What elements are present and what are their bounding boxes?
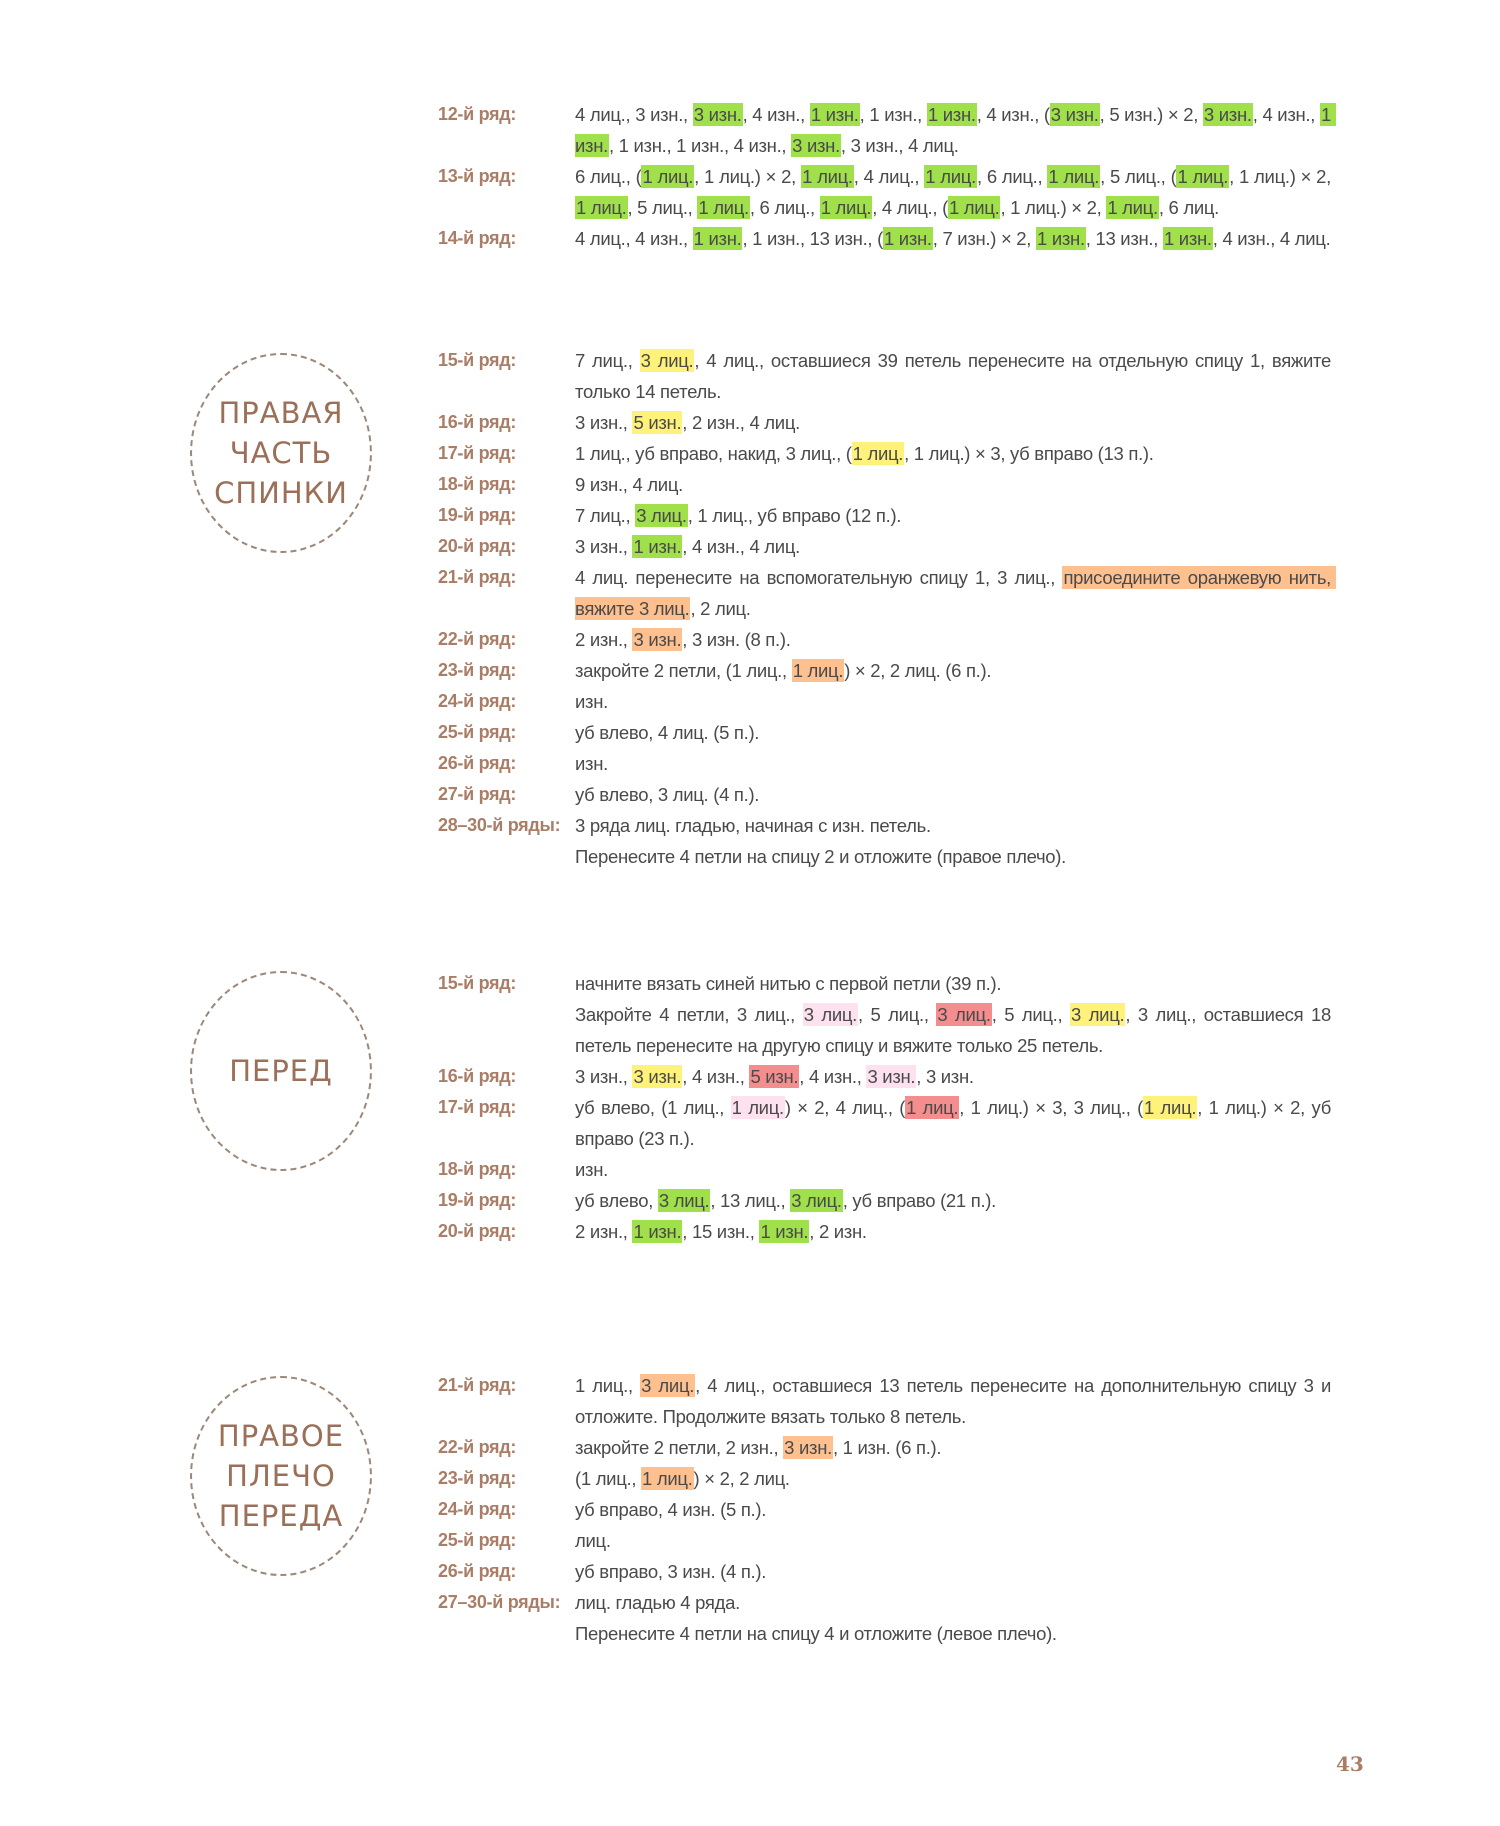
row-instruction [575,1556,1331,1587]
instruction-row [438,1618,1338,1649]
row-label: 25-й ряд: [438,722,517,742]
highlighted-stitch-yellow: 1 лиц. [852,443,904,464]
instruction-text: Перенесите 4 петли на спицу 2 и отложите (правое плечо). [575,846,1066,867]
instruction-text: изн. [575,691,608,712]
row-label: 26-й ряд: [438,1561,517,1581]
instruction-text: ) × 2, 2 лиц. (6 п.). [844,660,992,681]
row-instruction [575,345,1336,407]
instruction-row [438,1061,1338,1092]
instruction-row [438,531,1338,562]
circle-right-back [190,353,372,553]
row-label: 24-й ряд: [438,1499,517,1519]
circle-front [190,971,372,1171]
row-instruction [575,841,1331,872]
highlighted-stitch-orange: 3 изн. [784,1437,832,1458]
highlighted-stitch-green: 3 изн. [792,135,840,156]
row-instruction [575,1494,1331,1525]
row-label: 23-й ряд: [438,1468,517,1488]
instruction-row [438,1525,1338,1556]
instruction-text: 1 лиц., уб вправо, накид, 3 лиц., ( [575,443,852,464]
instruction-row [438,717,1338,748]
row-instruction [575,1618,1331,1649]
instruction-row [438,469,1338,500]
instruction-row [438,999,1338,1061]
row-label: 24-й ряд: [438,691,517,711]
instruction-text: 2 изн., [575,1221,633,1242]
highlighted-stitch-green: 1 изн. [883,228,932,249]
row-label: 15-й ряд: [438,973,517,993]
row-label: 19-й ряд: [438,505,517,525]
instruction-text: , 3 изн. (8 п.). [682,629,791,650]
row-instruction [575,1061,1331,1092]
row-instruction [575,469,1331,500]
instruction-text: 4 лиц., 4 изн., [575,228,693,249]
row-label: 15-й ряд: [438,350,517,370]
row-label: 20-й ряд: [438,1221,517,1241]
instruction-text: , 3 изн., 4 лиц. [840,135,959,156]
instruction-text: начните вязать синей нитью с первой петли (39 п.). [575,973,1002,994]
highlighted-stitch-green: 1 лиц. [948,197,1000,218]
row-label: 12-й ряд: [438,104,517,124]
instruction-text: , 4 изн., [1252,104,1320,125]
instruction-text: , 13 изн., [1085,228,1163,249]
row-label: 20-й ряд: [438,536,517,556]
highlighted-stitch-pink: 3 изн. [867,1066,916,1087]
highlighted-stitch-green: 1 изн. [1163,228,1212,249]
instruction-text: , 1 лиц., уб вправо (12 п.). [687,505,902,526]
instruction-text: , 1 лиц.) × 3, уб вправо (13 п.). [904,443,1154,464]
instruction-text: , 2 изн. [809,1221,867,1242]
highlighted-stitch-pink: 3 лиц. [803,1004,858,1025]
row-label: 19-й ряд: [438,1190,517,1210]
instruction-row [438,99,1338,161]
instruction-text: , 1 изн. (6 п.). [832,1437,942,1458]
row-instruction [575,161,1336,223]
row-label: 17-й ряд: [438,443,517,463]
instruction-text: Перенесите 4 петли на спицу 4 и отложите (левое плечо). [575,1623,1057,1644]
instruction-row [438,1432,1338,1463]
instruction-text: 6 лиц., ( [575,166,642,187]
instruction-text: , 4 изн., ( [976,104,1050,125]
row-instruction [575,968,1331,999]
highlighted-stitch-orange: 3 лиц. [641,1375,695,1396]
instruction-text: , 5 лиц., [991,1004,1071,1025]
row-label: 13-й ряд: [438,166,517,186]
instruction-text: 7 лиц., [575,505,636,526]
instruction-row [438,1092,1338,1154]
row-instruction [575,1432,1331,1463]
instruction-text: 9 изн., 4 лиц. [575,474,683,495]
row-instruction [575,438,1331,469]
instruction-text: 3 ряда лиц. гладью, начиная с изн. петель. [575,815,931,836]
highlighted-stitch-green: 3 лиц. [791,1190,842,1211]
highlighted-stitch-red: 5 изн. [750,1066,799,1087]
instruction-text: 7 лиц., [575,350,640,371]
instruction-text: , 1 изн., 13 изн., ( [742,228,883,249]
highlighted-stitch-green: 1 изн. [575,104,1336,156]
row-label: 26-й ряд: [438,753,517,773]
highlighted-stitch-red: 1 лиц. [906,1097,959,1118]
highlighted-stitch-green: 1 лиц. [925,166,976,187]
highlighted-stitch-orange: 1 лиц. [792,660,844,681]
instruction-row [438,407,1338,438]
highlighted-stitch-yellow: 3 изн. [633,1066,682,1087]
highlighted-stitch-orange: 3 изн. [633,629,682,650]
instruction-text: , 1 лиц.) × 2, [1229,166,1336,187]
row-label: 23-й ряд: [438,660,517,680]
row-instruction [575,779,1331,810]
row-label: 21-й ряд: [438,1375,517,1395]
instruction-text: , 1 изн., [859,104,927,125]
instruction-text: уб вправо, 4 изн. (5 п.). [575,1499,767,1520]
highlighted-stitch-green: 1 лиц. [1048,166,1100,187]
instruction-text: , 4 изн., 4 лиц. [1212,228,1331,249]
instruction-text: , 5 изн.) × 2, [1099,104,1203,125]
row-instruction [575,1154,1331,1185]
highlighted-stitch-green: 1 лиц. [1107,197,1158,218]
instruction-text: уб влево, 3 лиц. (4 п.). [575,784,760,805]
instruction-text: , 7 изн.) × 2, [932,228,1036,249]
row-instruction [575,407,1331,438]
instruction-text: , 1 лиц.) × 2, [694,166,802,187]
section-title-right-shoulder-front: ПРАВОЕ ПЛЕЧО ПЕРЕДА [217,1419,345,1533]
rows-section-top [438,99,1338,254]
instruction-text: закройте 2 петли, (1 лиц., [575,660,792,681]
row-instruction [575,500,1331,531]
instruction-text: лиц. гладью 4 ряда. [575,1592,740,1613]
row-instruction [575,1463,1331,1494]
instruction-text: 4 лиц. перенесите на вспомогательную спицу 1, 3 лиц., [575,567,1063,588]
instruction-row [438,655,1338,686]
highlighted-stitch-green: 3 изн. [1050,104,1099,125]
rows-section-right-back [438,345,1338,872]
instruction-text: , 13 лиц., [710,1190,791,1211]
highlighted-stitch-orange: присоедините оранжевую нить, вяжите 3 лиц. [575,567,1336,619]
row-label: 18-й ряд: [438,474,517,494]
instruction-text: уб влево, (1 лиц., [575,1097,731,1118]
instruction-text: , 4 лиц., ( [872,197,948,218]
instruction-row [438,1587,1338,1618]
instruction-row [438,500,1338,531]
instruction-row [438,748,1338,779]
row-label: 27-й ряд: [438,784,517,804]
highlighted-stitch-green: 1 изн. [1036,228,1085,249]
instruction-text: (1 лиц., [575,1468,642,1489]
highlighted-stitch-green: 1 лиц. [698,197,749,218]
row-instruction [575,1370,1336,1432]
instruction-text: , 4 изн., [682,1066,750,1087]
instruction-row [438,686,1338,717]
instruction-text: уб вправо, 3 изн. (4 п.). [575,1561,767,1582]
highlighted-stitch-yellow: 1 лиц. [1144,1097,1197,1118]
row-instruction [575,624,1331,655]
instruction-row [438,810,1338,841]
row-label: 21-й ряд: [438,567,517,587]
rows-section-right-shoulder-front [438,1370,1338,1649]
row-label: 14-й ряд: [438,228,517,248]
row-instruction [575,1185,1331,1216]
instruction-row [438,1494,1338,1525]
instruction-text: , 3 лиц., оставшиеся 18 петель перенесите на другую спицу и вяжите только 25 петель. [575,1004,1336,1056]
instruction-text: , 1 изн., 1 изн., 4 изн., [608,135,792,156]
instruction-row [438,1463,1338,1494]
highlighted-stitch-green: 3 лиц. [658,1190,710,1211]
instruction-text: уб влево, 4 лиц. (5 п.). [575,722,760,743]
row-label: 28–30-й ряды: [438,815,561,835]
instruction-text: , 15 изн., [682,1221,760,1242]
highlighted-stitch-green: 3 лиц. [636,505,687,526]
highlighted-stitch-green: 3 изн. [693,104,742,125]
instruction-text: , 5 лиц., ( [1100,166,1177,187]
instruction-row [438,841,1338,872]
instruction-text: 3 изн., [575,1066,633,1087]
row-instruction [575,1587,1331,1618]
row-instruction [575,562,1336,624]
instruction-row [438,1154,1338,1185]
instruction-text: , 2 лиц. [690,598,751,619]
instruction-text: , 4 лиц., [853,166,925,187]
instruction-row [438,1556,1338,1587]
instruction-row [438,968,1338,999]
row-label: 25-й ряд: [438,1530,517,1550]
row-instruction [575,686,1331,717]
instruction-text: 3 изн., [575,412,633,433]
highlighted-stitch-green: 1 лиц. [1177,166,1229,187]
instruction-text: , 4 изн., 4 лиц. [682,536,800,557]
highlighted-stitch-red: 3 лиц. [937,1004,991,1025]
highlighted-stitch-green: 1 лиц. [802,166,853,187]
instruction-row [438,624,1338,655]
instruction-text: изн. [575,753,608,774]
highlighted-stitch-green: 1 изн. [760,1221,809,1242]
highlighted-stitch-green: 1 изн. [810,104,859,125]
row-instruction [575,999,1336,1061]
row-label: 22-й ряд: [438,629,517,649]
highlighted-stitch-yellow: 5 изн. [633,412,682,433]
instruction-text: изн. [575,1159,608,1180]
instruction-text: уб влево, [575,1190,658,1211]
row-label: 22-й ряд: [438,1437,517,1457]
highlighted-stitch-green: 3 изн. [1203,104,1252,125]
highlighted-stitch-yellow: 3 лиц. [640,350,694,371]
highlighted-stitch-green: 1 изн. [693,228,742,249]
instruction-text: 1 лиц., [575,1375,641,1396]
row-instruction [575,655,1331,686]
instruction-text: , 6 лиц., [749,197,820,218]
row-instruction [575,1092,1336,1154]
highlighted-stitch-yellow: 3 лиц. [1071,1004,1125,1025]
page-number: 43 [1336,1752,1364,1776]
rows-section-front [438,968,1338,1247]
row-label: 16-й ряд: [438,1066,517,1086]
instruction-row [438,438,1338,469]
instruction-text: , 4 лиц., оставшиеся 13 петель перенесите на дополнительную спицу 3 и отложите. Продолжите вязать только 8 петель. [575,1375,1336,1427]
highlighted-stitch-green: 1 изн. [633,1221,682,1242]
circle-right-shoulder-front [190,1376,372,1576]
highlighted-stitch-green: 1 лиц. [642,166,694,187]
instruction-text: ) × 2, 4 лиц., ( [784,1097,906,1118]
instruction-text: Закройте 4 петли, 3 лиц., [575,1004,803,1025]
instruction-text: , 6 лиц. [1158,197,1220,218]
instruction-text: , 6 лиц., [976,166,1048,187]
row-label: 27–30-й ряды: [438,1592,561,1612]
instruction-row [438,345,1338,407]
instruction-text: , 1 лиц.) × 2, [1000,197,1107,218]
instruction-row [438,1185,1338,1216]
row-instruction [575,1525,1331,1556]
instruction-text: , 5 лиц., [858,1004,937,1025]
row-instruction [575,748,1331,779]
instruction-text: , 4 изн., [799,1066,867,1087]
instruction-text: , уб вправо (21 п.). [842,1190,997,1211]
instruction-row [438,1370,1338,1432]
instruction-row [438,161,1338,223]
row-instruction [575,1216,1331,1247]
instruction-text: 2 изн., [575,629,633,650]
instruction-text: , 3 изн. [916,1066,974,1087]
highlighted-stitch-pink: 1 лиц. [731,1097,784,1118]
highlighted-stitch-green: 1 лиц. [576,197,627,218]
instruction-text: лиц. [575,1530,611,1551]
instruction-text: , 2 изн., 4 лиц. [682,412,800,433]
instruction-text: , 5 лиц., [627,197,698,218]
row-instruction [575,223,1331,254]
instruction-text: закройте 2 петли, 2 изн., [575,1437,784,1458]
row-instruction [575,810,1331,841]
highlighted-stitch-orange: 1 лиц. [642,1468,693,1489]
instruction-row [438,562,1338,624]
instruction-text: , 4 лиц., оставшиеся 39 петель перенесите на отдельную спицу 1, вяжите только 14 петель. [575,350,1336,402]
instruction-row [438,779,1338,810]
instruction-text: ) × 2, 2 лиц. [693,1468,790,1489]
instruction-text: , 4 изн., [742,104,810,125]
row-instruction [575,717,1331,748]
row-label: 18-й ряд: [438,1159,517,1179]
row-instruction [575,531,1331,562]
highlighted-stitch-green: 1 лиц. [820,197,872,218]
instruction-text: 3 изн., [575,536,633,557]
section-title-right-back: ПРАВАЯ ЧАСТЬ СПИНКИ [214,396,348,510]
highlighted-stitch-green: 1 изн. [927,104,976,125]
instruction-row [438,1216,1338,1247]
row-instruction [575,99,1336,161]
highlighted-stitch-green: 1 изн. [633,536,682,557]
instruction-text: , 1 лиц.) × 3, 3 лиц., ( [959,1097,1144,1118]
instruction-row [438,223,1338,254]
instruction-text: , 1 лиц.) × 2, уб вправо (23 п.). [575,1097,1336,1149]
row-label: 16-й ряд: [438,412,517,432]
section-title-front: ПЕРЕД [229,1054,333,1088]
instruction-text: 4 лиц., 3 изн., [575,104,693,125]
row-label: 17-й ряд: [438,1097,517,1117]
